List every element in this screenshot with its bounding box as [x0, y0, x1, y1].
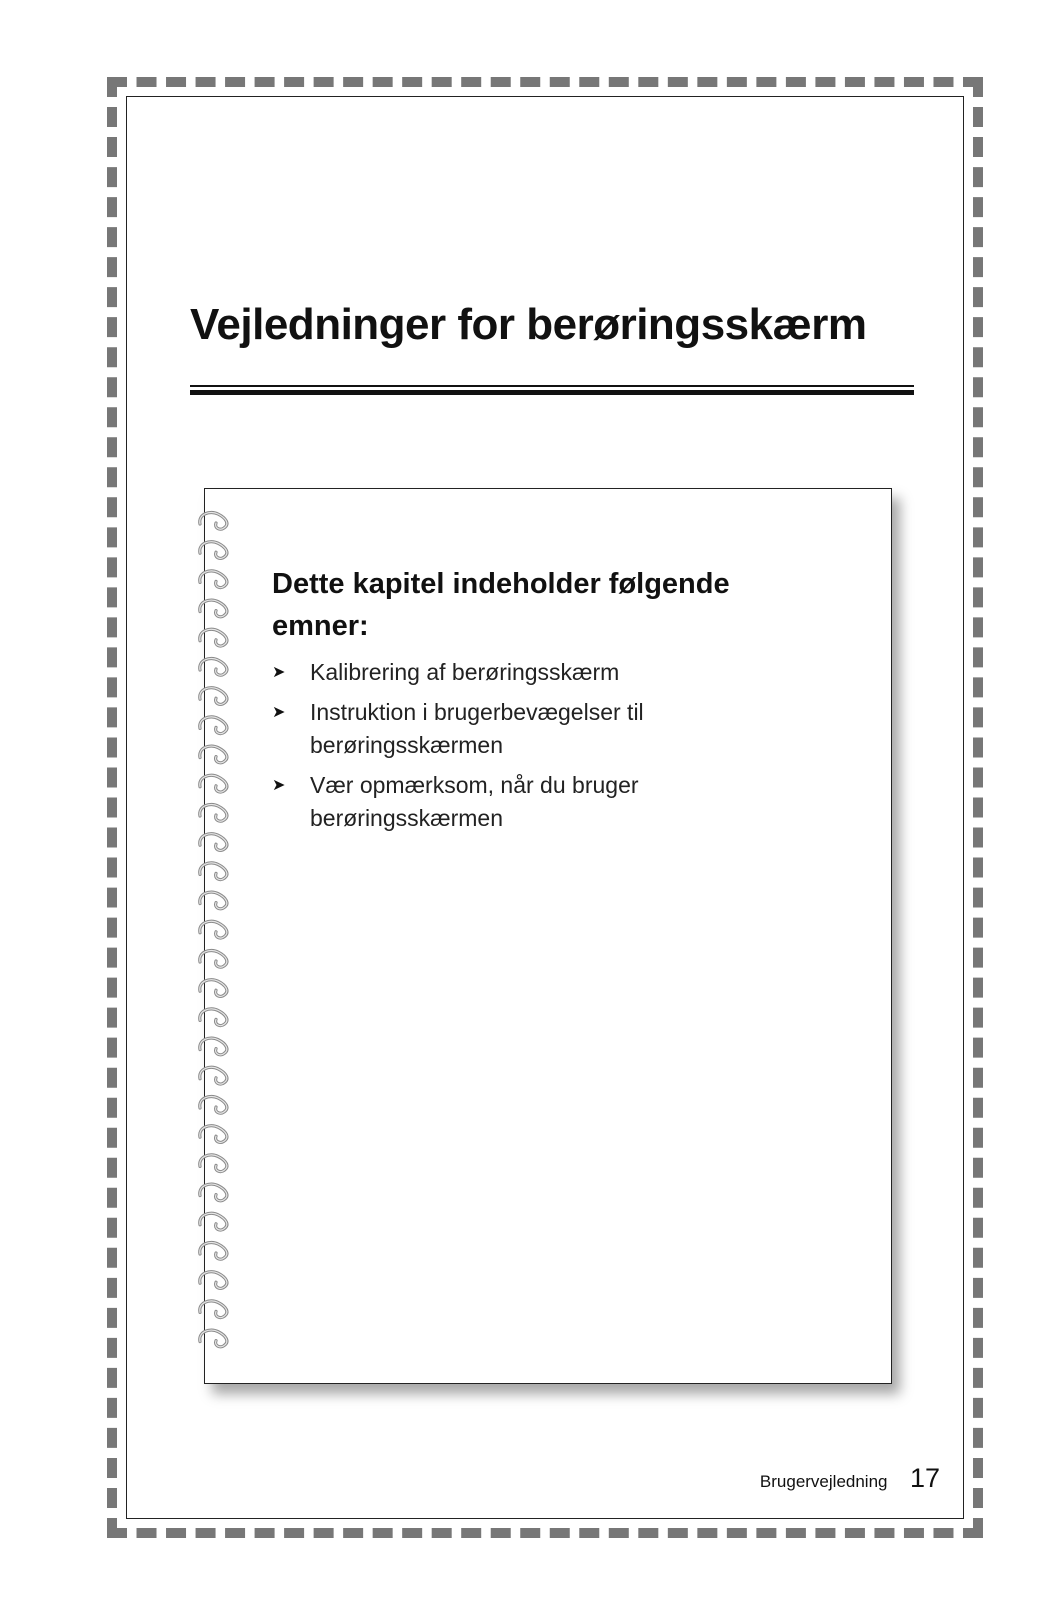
topic-text: Vær opmærksom, når du bruger berøringsskærmen: [310, 772, 639, 831]
list-item: [272, 769, 832, 835]
page-number: 17: [909, 1463, 940, 1493]
title-rule-thick: [190, 390, 914, 395]
title-rule-thin: [190, 385, 914, 387]
list-item: [272, 696, 832, 762]
list-item: [272, 656, 832, 689]
spiral-binding-icon: [190, 510, 238, 1362]
chapter-title: Vejledninger for berøringsskærm: [190, 300, 867, 349]
page-footer: [760, 1463, 940, 1494]
notebook-heading: Dette kapitel indeholder følgende emner:: [272, 568, 730, 642]
topic-list: [272, 656, 832, 842]
arrowhead-icon: ➤: [272, 664, 286, 681]
topic-text: Instruktion i brugerbevægelser til berøringsskærmen: [310, 699, 644, 758]
footer-label: Brugervejledning: [759, 1472, 888, 1491]
arrowhead-icon: ➤: [272, 777, 286, 794]
arrowhead-icon: ➤: [272, 704, 286, 721]
topic-text: Kalibrering af berøringsskærm: [310, 659, 620, 685]
